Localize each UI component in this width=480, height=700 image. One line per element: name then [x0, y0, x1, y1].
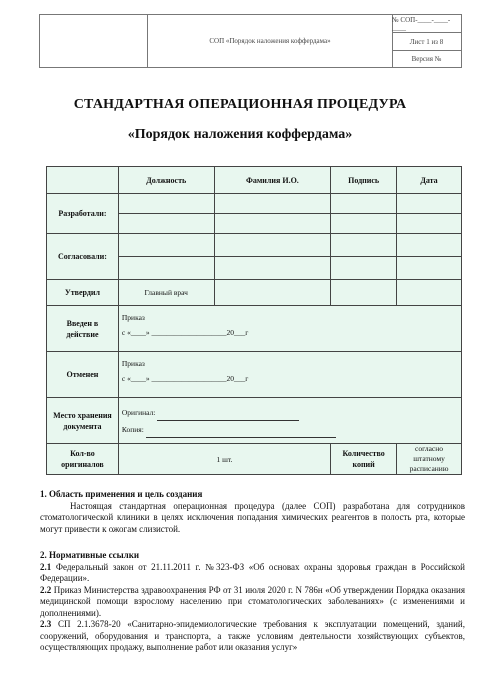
- developed-name-cell-2[interactable]: [214, 214, 331, 234]
- header-version: Версия №: [411, 55, 442, 63]
- agreed-position-cell-1[interactable]: [118, 234, 214, 257]
- header-sheet: Лист 1 из 8: [392, 33, 461, 51]
- col-signature: Подпись: [331, 167, 397, 194]
- cancelled-order-cell[interactable]: [118, 352, 461, 398]
- introduced-order-label: Приказ: [121, 313, 145, 322]
- approval-table: [46, 166, 462, 475]
- developed-signature-cell-1[interactable]: [331, 194, 397, 214]
- section-1-heading: 1. Область применения и цель создания: [40, 489, 203, 499]
- developed-position-cell-1[interactable]: [118, 194, 214, 214]
- cancelled-date-line: с «____» ____________________20___г: [121, 374, 249, 383]
- section-1-text: Настоящая стандартная операционная процедура (далее СОП) разработана для сотрудников стоматологической клиники в целях исключения попадания химических реагентов в полость рта, которые могут привести к ожогам слизистой.: [40, 500, 465, 534]
- table-row: [47, 444, 462, 475]
- item-number: 2.1: [40, 561, 52, 572]
- approved-date-cell[interactable]: [397, 280, 462, 306]
- document-subtitle: «Порядок наложения коффердама»: [127, 127, 353, 142]
- list-item: [40, 585, 465, 620]
- storage-label: Место хранения документа: [47, 398, 119, 444]
- cancelled-label: Отменен: [47, 352, 119, 398]
- approved-label: Утвердил: [47, 280, 119, 306]
- cancelled-order-label: Приказ: [121, 359, 145, 368]
- copies-quantity-value: согласно штатному расписанию: [397, 444, 462, 475]
- agreed-name-cell-1[interactable]: [214, 234, 331, 257]
- storage-cell[interactable]: [118, 398, 461, 444]
- table-row: [47, 194, 462, 214]
- approved-position: Главный врач: [118, 280, 214, 306]
- copy-line[interactable]: [146, 437, 336, 438]
- table-row: [47, 306, 462, 352]
- introduced-date-line: с «____» ____________________20___г: [121, 328, 249, 337]
- agreed-name-cell-2[interactable]: [214, 257, 331, 280]
- copies-quantity-label: Количество копий: [331, 444, 397, 475]
- agreed-position-cell-2[interactable]: [118, 257, 214, 280]
- agreed-date-cell-2[interactable]: [397, 257, 462, 280]
- col-position: Должность: [118, 167, 214, 194]
- header-sop-name: СОП «Порядок наложения коффердама»: [147, 15, 393, 67]
- table-row: [47, 234, 462, 257]
- item-text: Федеральный закон от 21.11.2011 г. №323-ФЗ «Об основах охраны здоровья граждан в Российской Федерации».: [40, 561, 466, 583]
- document-header: [39, 14, 462, 68]
- introduced-order-cell[interactable]: [118, 306, 461, 352]
- header-sop-number: № СОП-____-____-____: [392, 15, 461, 33]
- table-header-row: [47, 167, 462, 194]
- developed-label: Разработали:: [47, 194, 119, 234]
- originals-count-label: Кол-во оригиналов: [47, 444, 119, 475]
- section-1: [40, 489, 465, 535]
- copy-label: Копия:: [121, 424, 144, 434]
- section-2: [40, 550, 465, 654]
- developed-date-cell-1[interactable]: [397, 194, 462, 214]
- col-name: Фамилия И.О.: [214, 167, 331, 194]
- item-number: 2.3: [40, 619, 52, 629]
- item-text: СП 2.1.3678-20 «Санитарно-эпидемиологические требования к эксплуатации помещений, зданий, сооружений, оборудования и транспорта, а также условиям деятельности хозяйствующих субъектов, осуществляющих продажу, выполнение работ или оказания услуг»: [40, 619, 466, 652]
- item-number: 2.2: [40, 584, 52, 595]
- original-label: Оригинал:: [121, 407, 156, 417]
- originals-count-value: 1 шт.: [118, 444, 330, 475]
- table-row: [47, 280, 462, 306]
- col-date: Дата: [397, 167, 462, 194]
- table-row: [47, 398, 462, 444]
- list-item: [40, 562, 465, 585]
- table-corner-cell: [47, 167, 119, 194]
- list-item: [40, 619, 465, 654]
- agreed-signature-cell-1[interactable]: [331, 234, 397, 257]
- section-2-heading: 2. Нормативные ссылки: [40, 550, 140, 560]
- document-title: СТАНДАРТНАЯ ОПЕРАЦИОННАЯ ПРОЦЕДУРА: [73, 97, 407, 112]
- approved-name-cell[interactable]: [214, 280, 331, 306]
- introduced-label: Введен в действие: [47, 306, 119, 352]
- table-row: [47, 352, 462, 398]
- item-text: Приказ Министерства здравоохранения РФ от 31 июля 2020 г. N 786н «Об утверждении Порядка оказания медицинской помощи взрослому населению при стоматологических заболеваниях» (с изменениями и дополнениями).: [40, 584, 465, 618]
- approved-signature-cell[interactable]: [331, 280, 397, 306]
- developed-name-cell-1[interactable]: [214, 194, 331, 214]
- developed-position-cell-2[interactable]: [118, 214, 214, 234]
- agreed-signature-cell-2[interactable]: [331, 257, 397, 280]
- agreed-label: Согласовали:: [47, 234, 119, 280]
- agreed-date-cell-1[interactable]: [397, 234, 462, 257]
- developed-date-cell-2[interactable]: [397, 214, 462, 234]
- developed-signature-cell-2[interactable]: [331, 214, 397, 234]
